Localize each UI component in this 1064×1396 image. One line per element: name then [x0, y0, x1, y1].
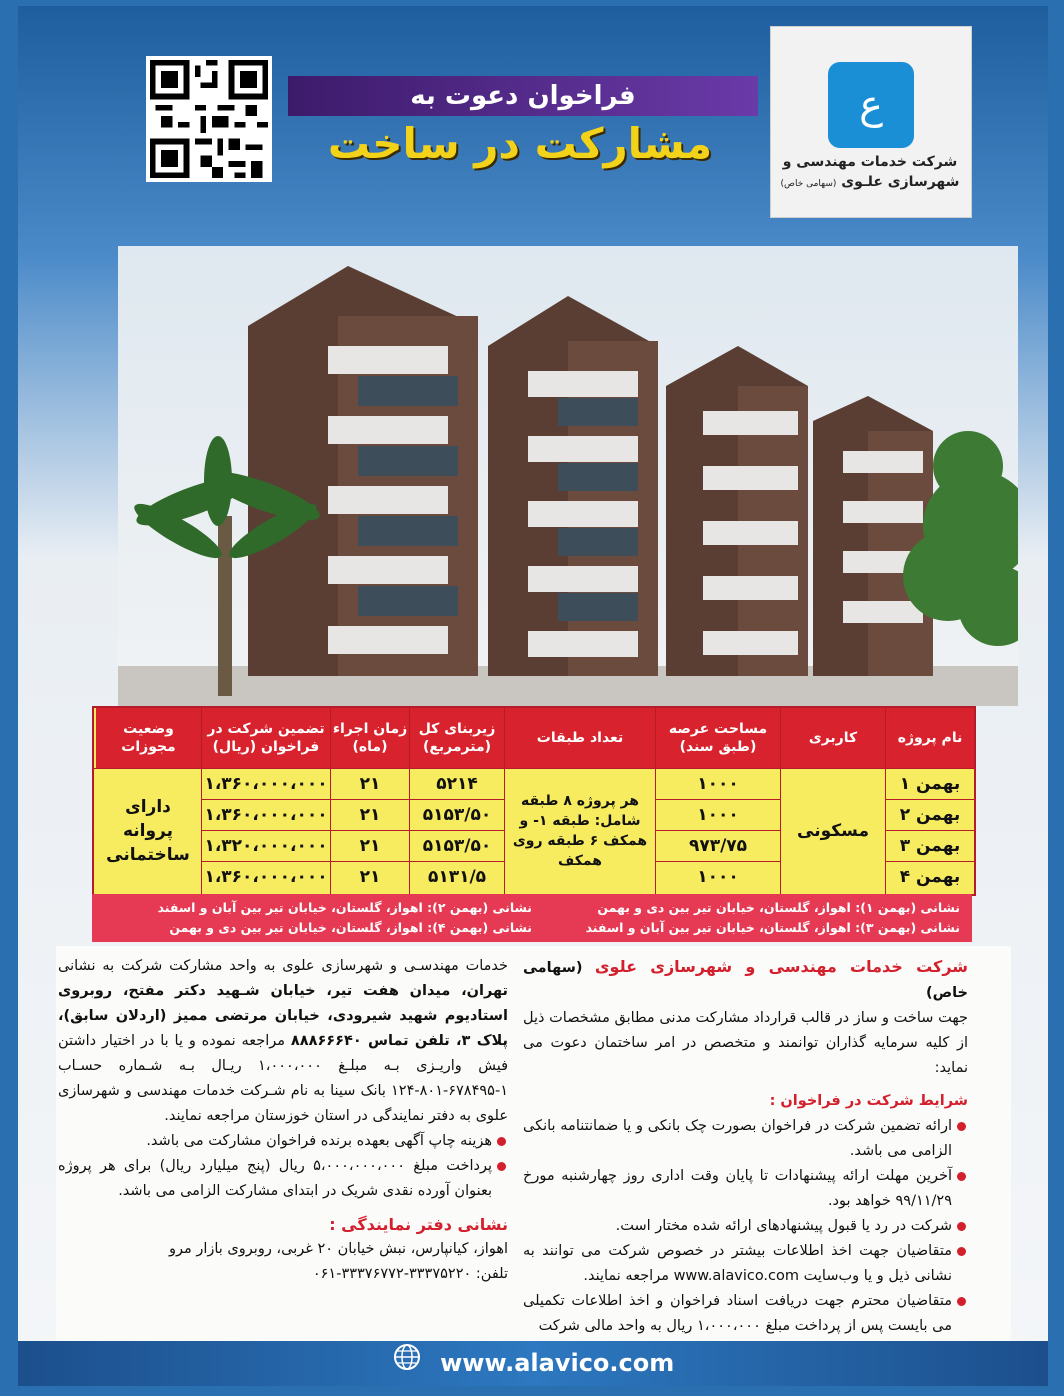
- condition-item: متقاضیان محترم جهت دریافت اسناد فراخوان و اخذ اطلاعات تکمیلی می بایست پس از پرداخت مبلغ ۱،۰۰۰،۰۰۰ ریال به واحد مالی شرکت: [523, 1289, 968, 1339]
- row1-name: بهمن ۱: [899, 774, 961, 794]
- website-link[interactable]: www.alavico.com: [440, 1349, 675, 1377]
- building-block-4: [813, 396, 933, 676]
- office-address: اهواز، کیانپارس، نبش خیابان ۲۰ غربی، روبروی بازار مرو: [168, 1241, 508, 1257]
- building-block-3: [666, 346, 808, 676]
- condition-item: ارائه تضمین شرکت در فراخوان بصورت چک بانکی و یا ضمانتنامه بانکی الزامی می باشد.: [523, 1114, 968, 1164]
- conditions-title: شرایط شرکت در فراخوان :: [769, 1093, 968, 1109]
- continuation-end: مراجعه نموده و یا با در اختیار داشتن فیش واریـزی بـه مبلـغ ۱،۰۰۰،۰۰۰ ریـال بـه شـماره حسـاب ۱-۶۷۸۴۹۵-۸۰۱-۱۲۴ بانک سینا به نام شـرکت خدمات مهندسی و شهرسازی علوی به دفتر نمایندگی در استان خوزستان مراجعه نمایند.: [58, 1033, 508, 1124]
- row4-guarantee: ۱،۳۶۰،۰۰۰،۰۰۰: [204, 867, 328, 887]
- note-item: هزینه چاپ آگهی بعهده برنده فراخوان مشارکت می باشد.: [58, 1129, 508, 1154]
- globe-icon: [392, 1342, 422, 1387]
- banner-title: مشارکت در ساخت: [327, 119, 713, 168]
- col-header-area: مساحت عرصه (طبق سند): [656, 708, 780, 768]
- row2-guarantee: ۱،۳۶۰،۰۰۰،۰۰۰: [204, 805, 328, 825]
- row2-duration: ۲۱: [359, 805, 381, 825]
- company-name-line2-text: شهرسازی علـوی: [841, 174, 960, 190]
- footer-bar: [18, 1341, 1048, 1386]
- row3-guarantee: ۱،۳۲۰،۰۰۰،۰۰۰: [204, 836, 328, 856]
- col-header-usage: کاربری: [781, 708, 885, 768]
- row3-name: بهمن ۳: [899, 836, 961, 856]
- row3-duration: ۲۱: [359, 836, 381, 856]
- col-header-guarantee: تضمین شرکت در فراخوان (ریال): [202, 708, 330, 768]
- row4-name: بهمن ۴: [899, 867, 961, 887]
- office-phone: تلفن: ۳۳۳۷۵۲۲۰-۳۳۳۷۶۷۷۲-۰۶۱: [312, 1266, 508, 1282]
- projects-table: [92, 706, 976, 896]
- note-item: پرداخت مبلغ ۵،۰۰۰،۰۰۰،۰۰۰ ریال (پنج میلیارد ریال) برای هر پروژه بعنوان آورده نقدی شریک در ابتدای مشارکت الزامی می باشد.: [58, 1154, 508, 1204]
- row2-built: ۵۱۵۳/۵۰: [422, 805, 492, 825]
- company-type-small: (سهامی خاص): [780, 179, 837, 189]
- condition-item: شرکت در رد یا قبول پیشنهادهای ارائه شده مختار است.: [523, 1214, 968, 1239]
- company-name-line1: شرکت خدمات مهندسی و: [782, 154, 958, 170]
- banner-subtitle: فراخوان دعوت به: [288, 76, 758, 116]
- building-block-2: [488, 296, 658, 676]
- company-heading: شرکت خدمات مهندسی و شهرسازی علوی: [594, 957, 969, 976]
- usage-value: مسکونی: [797, 820, 869, 841]
- col-header-name: نام پروژه: [886, 708, 974, 768]
- permit-status-value: دارای پروانه ساختمانی: [106, 796, 190, 865]
- qr-code-icon[interactable]: [146, 56, 272, 182]
- building-rendering: [118, 246, 1018, 706]
- address-bahman-3: نشانی (بهمن ۳): اهواز، گلستان، خیابان تیر بین آبان و اسفند: [585, 920, 960, 935]
- company-type: (سهامی خاص): [523, 960, 968, 1001]
- row2-area: ۱۰۰۰: [697, 805, 739, 825]
- row4-duration: ۲۱: [359, 867, 381, 887]
- row1-guarantee: ۱،۳۶۰،۰۰۰،۰۰۰: [204, 774, 328, 794]
- address-bahman-1: نشانی (بهمن ۱): اهواز، گلستان، خیابان تیر بین دی و بهمن: [597, 900, 960, 915]
- row2-name: بهمن ۲: [899, 805, 961, 825]
- row1-built: ۵۲۱۴: [436, 774, 478, 794]
- floors-value: هر پروژه ۸ طبقه شامل: طبقه ۱- و همکف ۶ طبقه روی همکف: [512, 792, 648, 869]
- office-title: نشانی دفتر نمایندگی :: [329, 1215, 508, 1234]
- company-name-line2: [773, 174, 967, 190]
- intro-text: جهت ساخت و ساز در قالب قرارداد مشارکت مدنی مطابق مشخصات ذیل از کلیه سرمایه گذاران توانمند و متخصص در امر ساختمان دعوت می نماید:: [523, 1010, 968, 1076]
- row3-area: ۹۷۳/۷۵: [688, 836, 748, 856]
- col-header-built: زیربنای کل (مترمربع): [410, 708, 504, 768]
- row3-built: ۵۱۵۳/۵۰: [422, 836, 492, 856]
- address-bahman-2: نشانی (بهمن ۲): اهواز، گلستان، خیابان تیر بین آبان و اسفند: [157, 900, 532, 915]
- company-logo-icon: ع: [828, 62, 914, 148]
- col-header-duration: زمان اجراء (ماه): [331, 708, 409, 768]
- col-header-status: وضعیت مجوزات: [96, 708, 201, 768]
- col-header-floors: تعداد طبقات: [505, 708, 655, 768]
- row4-area: ۱۰۰۰: [697, 867, 739, 887]
- building-block-1: [248, 266, 478, 676]
- continuation-start: خدمات مهندسـی و شهرسازی علوی به واحد مشارکت شرکت به نشانی: [58, 958, 508, 974]
- tehran-address: تهران، میدان هفت تیر، خیابان شـهید دکتر مفتح، روبروی استادیوم شهید شیرودی، خیابان مرتضی ممیز (اردلان سابق)، پلاک ۳، تلفن تماس ۸۸۸۶۶۶۴۰: [58, 983, 508, 1049]
- condition-item: آخرین مهلت ارائه پیشنهادات تا پایان وقت اداری روز چهارشنبه مورخ ۹۹/۱۱/۲۹ خواهد بود.: [523, 1164, 968, 1214]
- left-column: [58, 954, 508, 1287]
- advertisement-page: [18, 6, 1048, 1386]
- row4-built: ۵۱۳۱/۵: [427, 867, 487, 887]
- project-addresses: [92, 894, 972, 942]
- row1-duration: ۲۱: [359, 774, 381, 794]
- condition-item: متقاضیان جهت اخذ اطلاعات بیشتر در خصوص شرکت می توانند به نشانی ذیل و یا وب‌سایت www.alavico.com مراجعه نمایند.: [523, 1239, 968, 1289]
- right-column: [523, 954, 968, 1339]
- address-bahman-4: نشانی (بهمن ۴): اهواز، گلستان، خیابان تیر بین دی و بهمن: [169, 920, 532, 935]
- row1-area: ۱۰۰۰: [697, 774, 739, 794]
